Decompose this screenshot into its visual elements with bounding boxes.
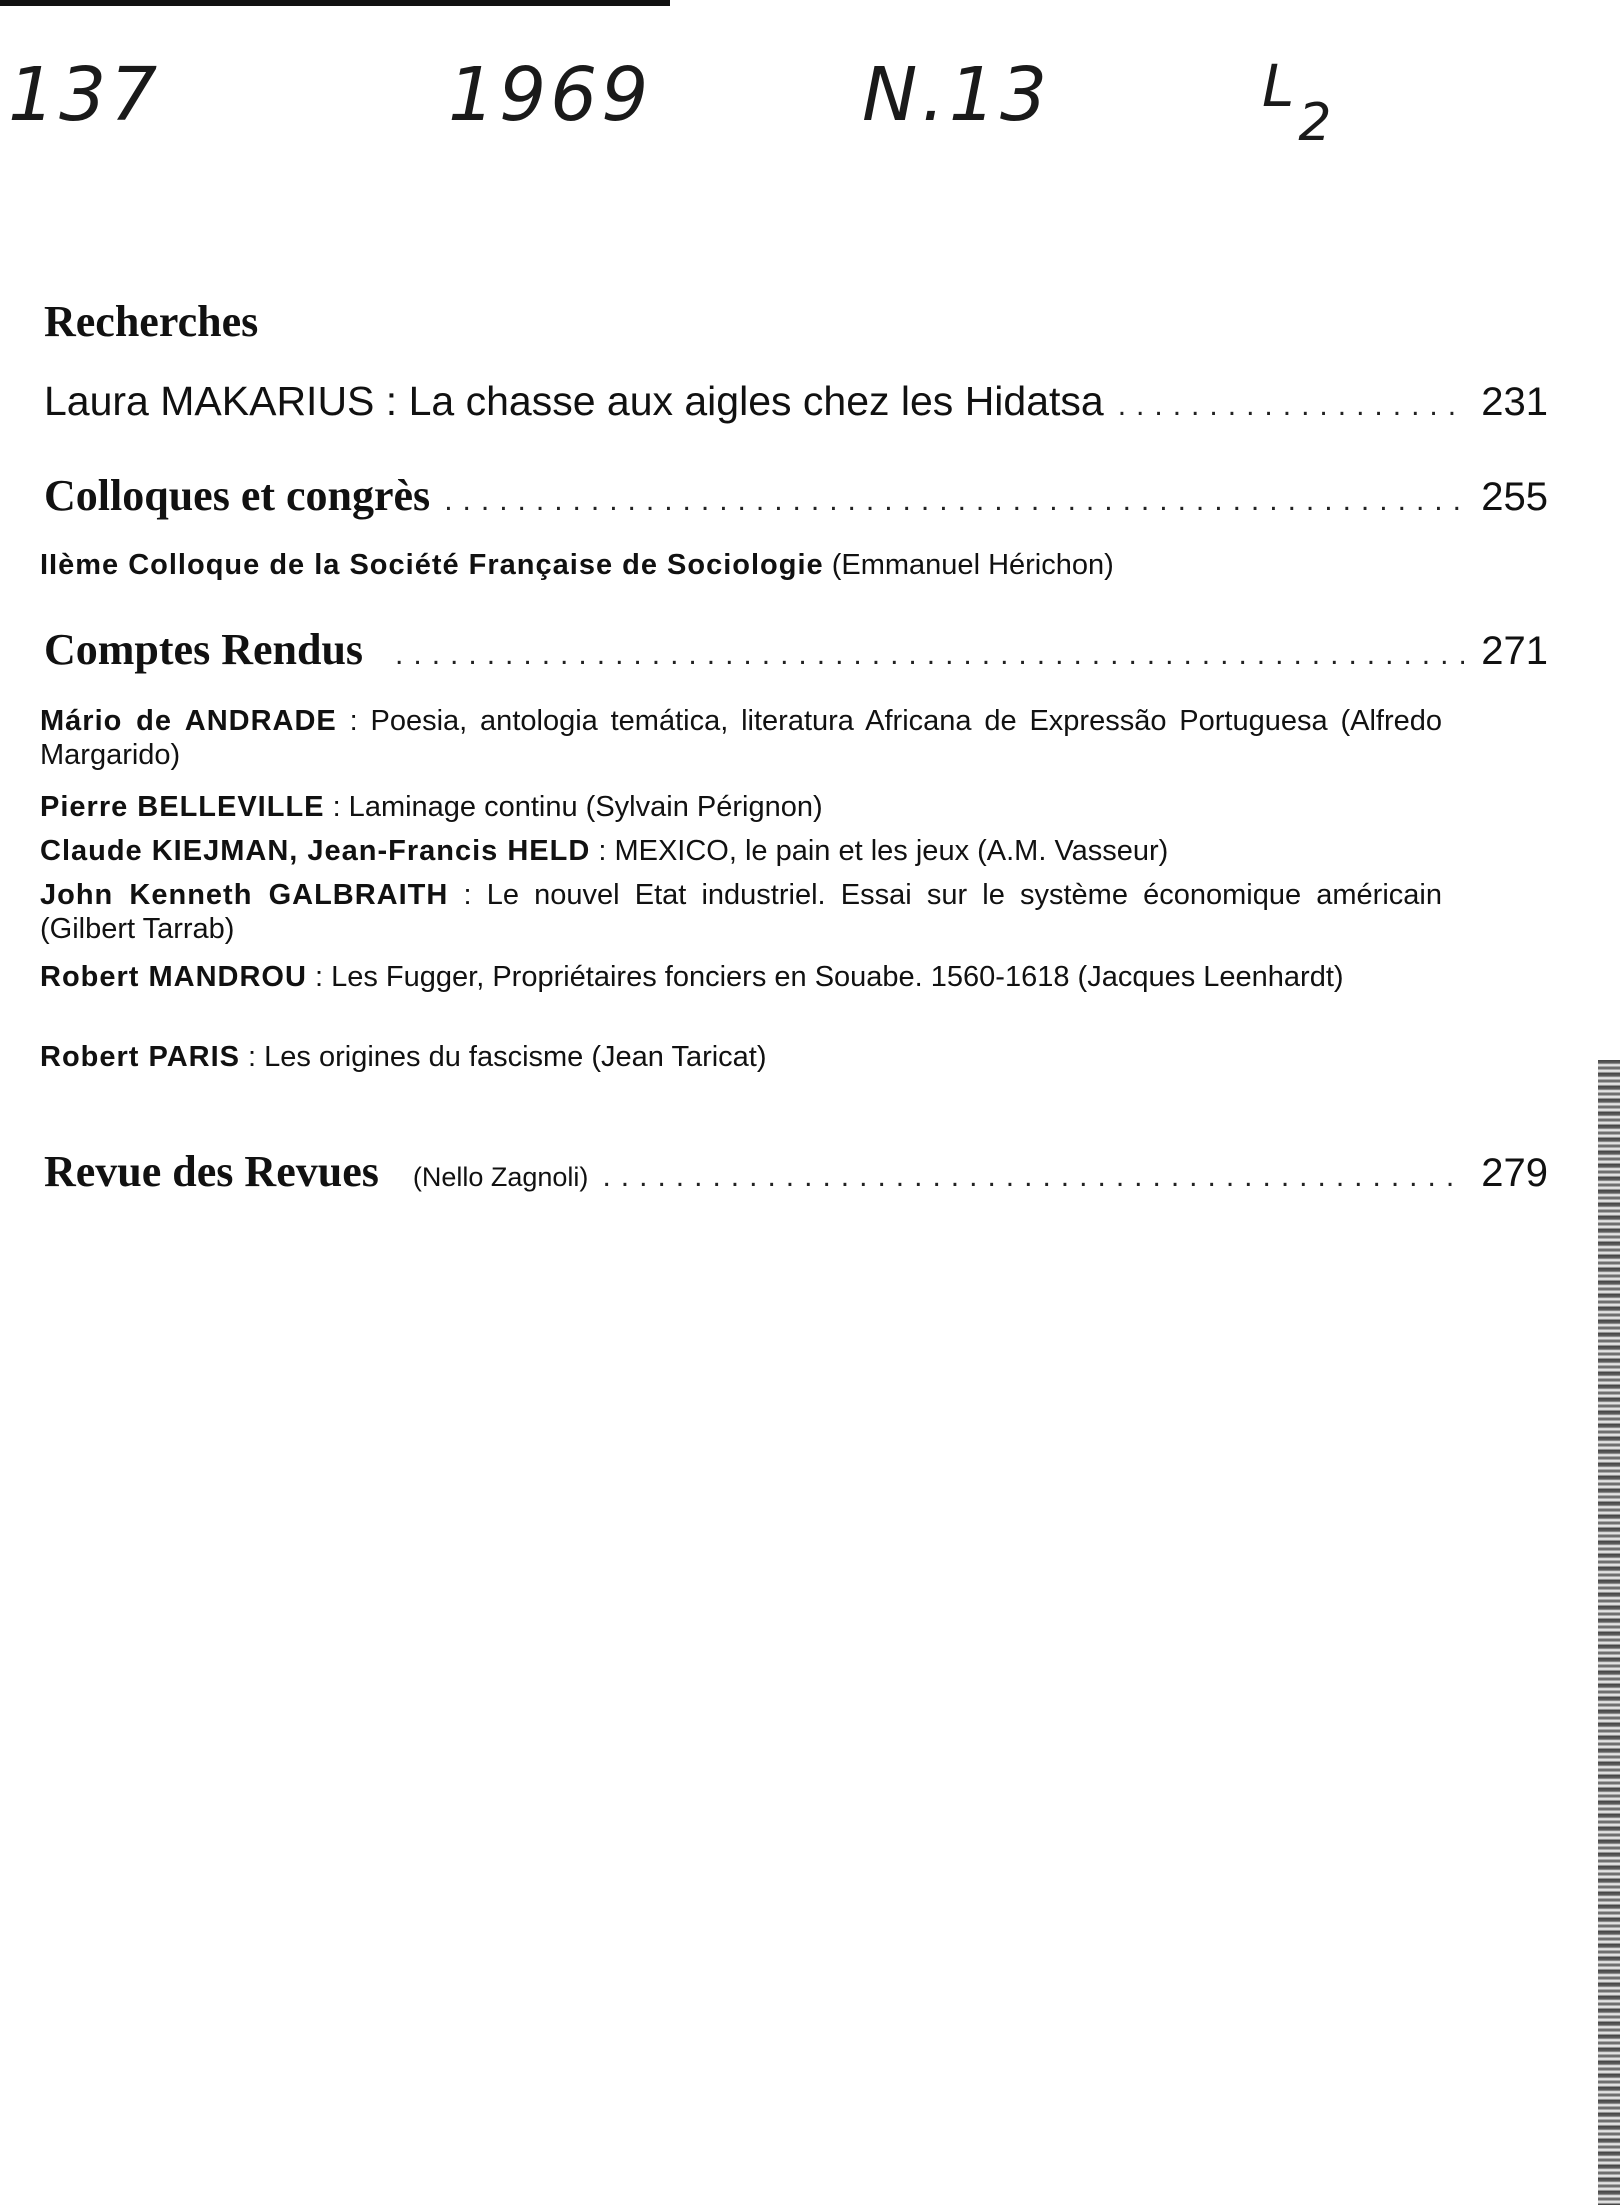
review-entry: Mário de ANDRADE : Poesia, antologia temática, literatura Africana de Expressão Portuguesa (Alfredo Margarido): [40, 705, 1442, 771]
section-title-comptes-rendus: Comptes Rendus: [44, 625, 364, 674]
toc-entry-colloques[interactable]: [44, 470, 1548, 521]
leader-dots: [395, 638, 1464, 672]
leader-dots: [602, 1160, 1464, 1194]
toc-entry-comptes-rendus[interactable]: [44, 624, 1548, 675]
page-number: 255: [1481, 475, 1548, 519]
handwritten-number: 137: [8, 52, 162, 138]
review-entry: Robert MANDROU : Les Fugger, Propriétaires fonciers en Souabe. 1560-1618 (Jacques Leenhardt): [40, 961, 1344, 993]
page-number: 231: [1481, 380, 1548, 424]
leader-dots: [444, 484, 1464, 518]
colloque-entry: IIème Colloque de la Société Française de Sociologie (Emmanuel Hérichon): [40, 549, 1114, 581]
page-number: 279: [1481, 1151, 1548, 1195]
toc-author: Laura MAKARIUS: [44, 378, 375, 424]
toc-entry-revue-des-revues[interactable]: [44, 1146, 1548, 1197]
leader-dots: [1118, 389, 1464, 423]
scan-right-edge-shadow: [1598, 1060, 1620, 2205]
revue-reviewer: (Nello Zagnoli): [412, 1162, 589, 1192]
scan-top-edge: [0, 0, 670, 6]
page-number: 271: [1481, 629, 1548, 673]
handwritten-year: 1969: [448, 52, 653, 138]
review-entry: Pierre BELLEVILLE : Laminage continu (Sylvain Pérignon): [40, 791, 823, 823]
review-entry: John Kenneth GALBRAITH : Le nouvel Etat industriel. Essai sur le système économique américain (Gilbert Tarrab): [40, 879, 1442, 945]
review-entry: Claude KIEJMAN, Jean-Francis HELD : MEXICO, le pain et les jeux (A.M. Vasseur): [40, 835, 1169, 867]
review-entry: Robert PARIS : Les origines du fascisme (Jean Taricat): [40, 1041, 767, 1073]
handwritten-mark: L2: [1262, 52, 1336, 153]
section-title-colloques: Colloques et congrès: [44, 471, 431, 520]
section-title-recherches: Recherches: [44, 297, 259, 346]
handwritten-issue: N.13: [862, 52, 1052, 138]
toc-work-title: La chasse aux aigles chez les Hidatsa: [408, 378, 1104, 424]
toc-entry-recherches[interactable]: Laura MAKARIUS : La chasse aux aigles chez les Hidatsa ..... 231: [44, 378, 1548, 425]
section-title-revue-des-revues: Revue des Revues: [44, 1147, 379, 1196]
